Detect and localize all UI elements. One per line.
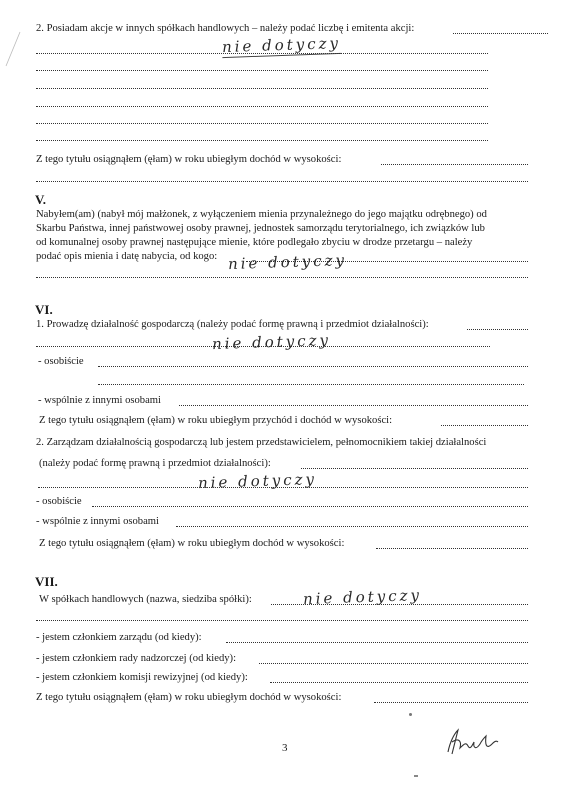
page-number: 3: [282, 742, 288, 754]
fill-line: [98, 384, 524, 385]
fill-line: [98, 366, 528, 367]
handwritten-not-applicable: nie dotyczy: [227, 250, 348, 274]
board-member-label: - jestem członkiem zarządu (od kiedy):: [36, 632, 202, 643]
income-label: Z tego tytułu osiągnąłem (ęłam) w roku ubiegłym dochód w wysokości:: [36, 692, 342, 703]
scan-speck: [414, 775, 418, 777]
jointly-label: - wspólnie z innymi osobami: [36, 516, 159, 527]
jointly-label: - wspólnie z innymi osobami: [38, 395, 161, 406]
fill-line: [259, 663, 528, 664]
income-label: Z tego tytułu osiągnąłem (ęłam) w roku ubiegłym dochód w wysokości:: [39, 538, 345, 549]
fill-line: [36, 620, 528, 621]
fill-line: [36, 70, 488, 71]
scan-speck: [409, 713, 412, 716]
handwritten-not-applicable: nie dotyczy: [197, 469, 318, 493]
initials-signature: [440, 724, 510, 764]
personally-label: - osobiście: [38, 356, 84, 367]
fill-line: [301, 468, 528, 469]
section-heading: VI.: [35, 302, 53, 317]
section-text: podać opis mienia i datę nabycia, od kogo:: [36, 251, 218, 262]
fill-line: [441, 425, 528, 426]
section-heading: VII.: [35, 574, 58, 589]
fill-line: [36, 53, 488, 54]
fill-line: [381, 164, 528, 165]
handwritten-not-applicable: nie dotyczy: [211, 330, 332, 354]
fill-line: [270, 682, 528, 683]
fill-line: [453, 33, 548, 34]
section-text: Skarbu Państwa, innej państwowej osoby prawnej, jednostek samorządu terytorialnego, ich związków lub: [36, 223, 485, 234]
section-text: od komunalnej osoby prawnej następujące mienie, które podlegało zbyciu w drodze przetargu – należy: [36, 237, 473, 248]
management-item-sub: (należy podać formę prawną i przedmiot działalności):: [39, 458, 271, 469]
audit-committee-label: - jestem członkiem komisji rewizyjnej (od kiedy):: [36, 672, 248, 683]
fill-line: [36, 106, 488, 107]
scan-mark: [2, 30, 24, 70]
fill-line: [38, 487, 528, 488]
business-item-label: 1. Prowadzę działalność gospodarczą (należy podać formę prawną i przedmiot działalności):: [36, 319, 429, 330]
fill-line: [176, 526, 528, 527]
fill-line: [467, 329, 528, 330]
fill-line: [36, 88, 488, 89]
management-item-label: 2. Zarządzam działalnością gospodarczą lub jestem przedstawicielem, pełnomocnikiem takiej działalności: [36, 437, 487, 448]
fill-line: [36, 277, 528, 278]
shares-income-label: Z tego tytułu osiągnąłem (ęłam) w roku ubiegłym dochód w wysokości:: [36, 154, 342, 165]
fill-line: [36, 181, 528, 182]
fill-line: [226, 642, 528, 643]
revenue-income-label: Z tego tytułu osiągnąłem (ęłam) w roku ubiegłym przychód i dochód w wysokości:: [39, 415, 393, 426]
supervisory-board-label: - jestem członkiem rady nadzorczej (od kiedy):: [36, 653, 237, 664]
companies-label: W spółkach handlowych (nazwa, siedziba spółki):: [39, 594, 252, 605]
handwritten-not-applicable: nie dotyczy: [221, 33, 342, 57]
section-text: Nabyłem(am) (nabył mój małżonek, z wyłączeniem mienia przynależnego do jego majątku odrębnego) od: [36, 209, 487, 220]
fill-line: [374, 702, 528, 703]
fill-line: [36, 123, 488, 124]
fill-line: [92, 506, 528, 507]
shares-item-label: 2. Posiadam akcje w innych spółkach handlowych – należy podać liczbę i emitenta akcji:: [36, 23, 415, 34]
section-heading: V.: [35, 192, 46, 207]
fill-line: [179, 405, 528, 406]
personally-label: - osobiście: [36, 496, 82, 507]
fill-line: [36, 140, 488, 141]
handwritten-not-applicable: nie dotyczy: [302, 585, 423, 609]
fill-line: [376, 548, 528, 549]
fill-line: [36, 346, 490, 347]
